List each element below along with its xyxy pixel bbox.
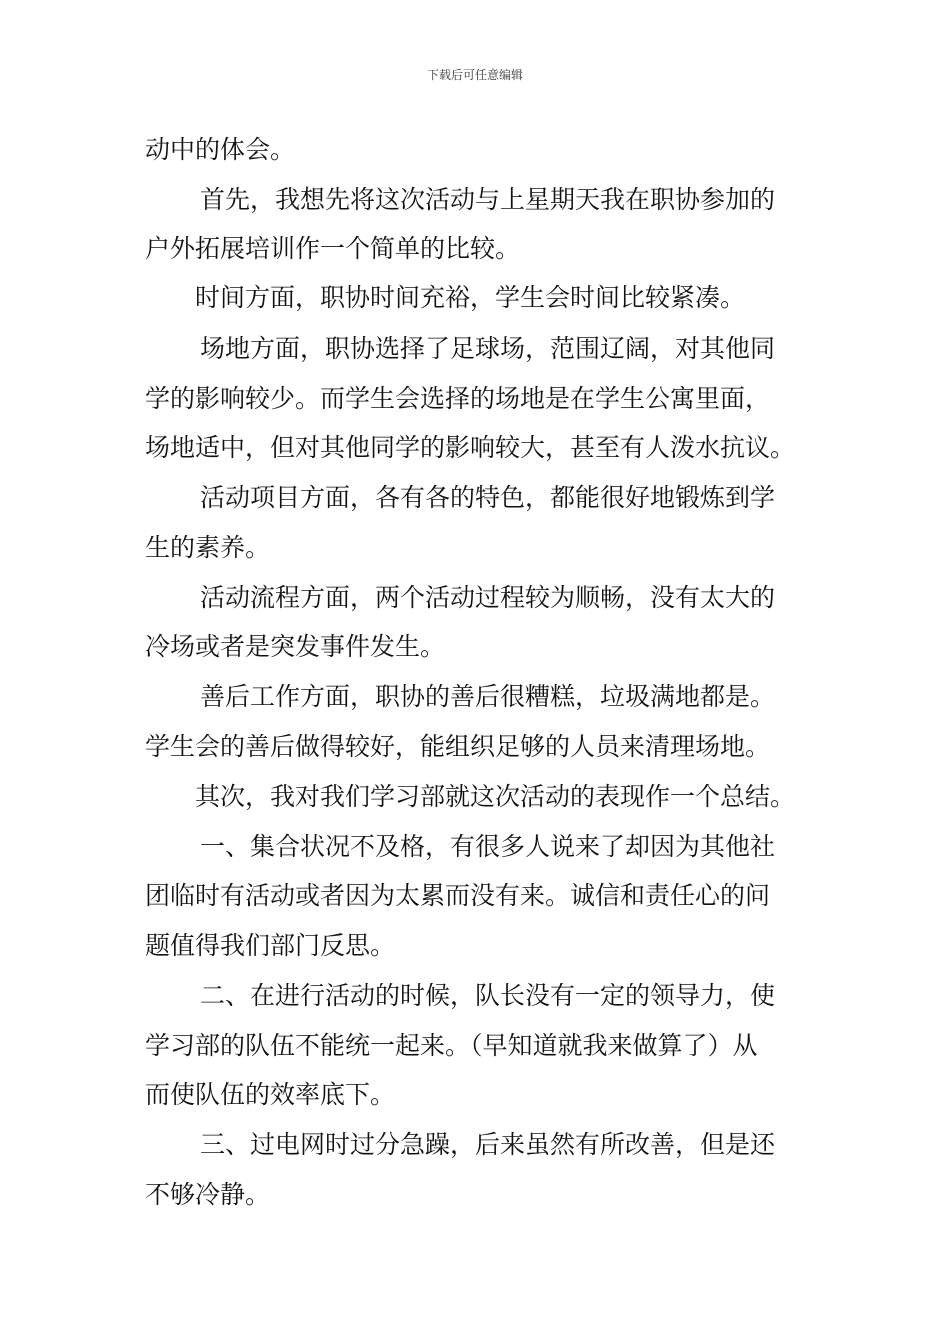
text-line: 场地适中，但对其他同学的影响较大，甚至有人泼水抗议。	[145, 433, 796, 462]
text-line: 冷场或者是突发事件发生。	[145, 632, 446, 661]
text-line: 首先，我想先将这次活动与上星期天我在职协参加的	[200, 185, 776, 214]
text-line: 学习部的队伍不能统一起来。（早知道就我来做算了）从	[145, 1031, 758, 1060]
text-line: 而使队伍的效率底下。	[145, 1080, 396, 1109]
text-line: 动中的体会。	[145, 135, 296, 164]
page-header: 下载后可任意编辑	[426, 68, 523, 82]
text-line: 活动项目方面，各有各的特色，都能很好地锻炼到学	[200, 483, 776, 512]
text-line: 不够冷静。	[145, 1180, 271, 1209]
text-line: 活动流程方面，两个活动过程较为顺畅，没有太大的	[200, 583, 776, 612]
text-line: 团临时有活动或者因为太累而没有来。诚信和责任心的问	[145, 881, 771, 910]
text-line: 时间方面，职协时间充裕，学生会时间比较紧凑。	[195, 283, 746, 312]
text-line: 户外拓展培训作一个简单的比较。	[145, 234, 521, 263]
text-line: 学生会的善后做得较好，能组织足够的人员来清理场地。	[145, 732, 771, 761]
text-line: 善后工作方面，职协的善后很糟糕，垃圾满地都是。	[200, 682, 776, 711]
text-line: 生的素养。	[145, 533, 271, 562]
text-line: 三、过电网时过分急躁，后来虽然有所改善，但是还	[200, 1130, 776, 1159]
text-line: 学的影响较少。而学生会选择的场地是在学生公寓里面，	[145, 384, 771, 413]
text-line: 二、在进行活动的时候，队长没有一定的领导力，使	[200, 981, 776, 1010]
text-line: 场地方面，职协选择了足球场，范围辽阔，对其他同	[200, 334, 776, 363]
text-line: 一、集合状况不及格，有很多人说来了却因为其他社	[200, 832, 776, 861]
text-line: 其次，我对我们学习部就这次活动的表现作一个总结。	[195, 782, 796, 811]
text-line: 题值得我们部门反思。	[145, 931, 396, 960]
